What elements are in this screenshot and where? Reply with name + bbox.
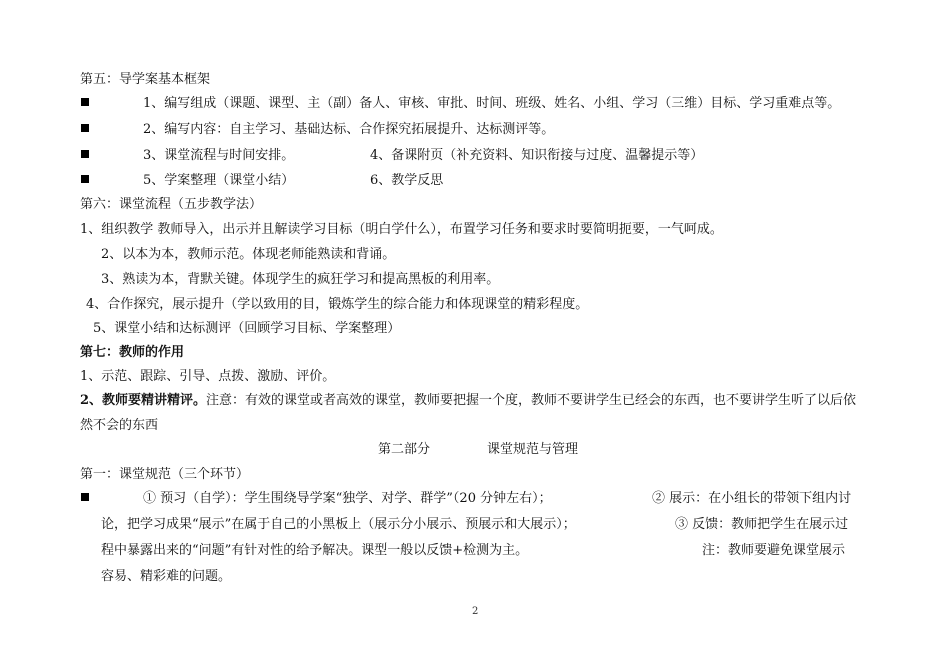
section1-line1a: ① 预习（自学）：学生围绕导学案“独学、对学、群学”（20 分钟左右）； xyxy=(143,491,552,506)
bullet-square-icon xyxy=(81,98,89,106)
section5-item2: 2、编写内容：自主学习、基础达标、合作探究拓展提升、达标测评等。 xyxy=(143,122,555,137)
section1-line2a: 论，把学习成果“展示”在属于自己的小黑板上（展示分小展示、预展示和大展示）； xyxy=(101,517,576,532)
section5-item4a: 5、学案整理（课堂小结） xyxy=(143,173,295,188)
part2-label: 第二部分 xyxy=(378,442,431,457)
section5-item3b: 4、备课附页（补充资料、知识衔接与过度、温馨提示等） xyxy=(370,148,704,163)
section1-line2b: ③ 反馈：教师把学生在展示过 xyxy=(675,517,849,532)
section1-line4: 容易、精彩难的问题。 xyxy=(101,569,232,584)
section6-step3: 3、熟读为本，背默关键。体现学生的疯狂学习和提高黑板的利用率。 xyxy=(101,272,500,287)
section5-item4b: 6、教学反思 xyxy=(370,173,444,188)
section7-heading: 第七：教师的作用 xyxy=(80,345,185,360)
section1-line3a: 程中暴露出来的“问题”有针对性的给予解决。课型一般以反馈+检测为主。 xyxy=(101,543,529,558)
section1-heading: 第一：课堂规范（三个环节） xyxy=(80,467,250,482)
section7-item1: 1、示范、跟踪、引导、点拨、激励、评价。 xyxy=(80,369,336,384)
section7-item2-rest: 注意：有效的课堂或者高效的课堂，教师要把握一个度，教师不要讲学生已经会的东西，也不要讲学生听了以后依 xyxy=(206,393,857,408)
section5-item1: 1、编写组成（课题、课型、主（副）备人、审核、审批、时间、班级、姓名、小组、学习（三维）目标、学习重难点等。 xyxy=(143,96,841,111)
section6-heading: 第六：课堂流程（五步教学法） xyxy=(80,197,263,212)
section6-step1: 1、组织教学 教师导入，出示并且解读学习目标（明白学什么），布置学习任务和要求时要简明扼要，一气呵成。 xyxy=(80,222,723,237)
bullet-square-icon xyxy=(81,493,89,501)
section7-item2-cont: 然不会的东西 xyxy=(80,418,159,433)
section6-step4: 4、合作探究，展示提升（学以致用的目，锻炼学生的综合能力和体现课堂的精彩程度。 xyxy=(86,297,589,312)
bullet-square-icon xyxy=(81,175,89,183)
page-number: 2 xyxy=(472,606,479,617)
bullet-square-icon xyxy=(81,124,89,132)
section7-item2 xyxy=(80,393,856,409)
bullet-square-icon xyxy=(81,150,89,158)
section6-step5: 5、课堂小结和达标测评（回顾学习目标、学案整理） xyxy=(93,321,401,336)
section1-line1b: ② 展示：在小组长的带领下组内讨 xyxy=(652,491,852,506)
part2-title: 课堂规范与管理 xyxy=(487,442,579,457)
section5-item3a: 3、课堂流程与时间安排。 xyxy=(143,148,295,163)
section1-line3b: 注：教师要避免课堂展示 xyxy=(702,543,846,558)
section6-step2: 2、以本为本，教师示范。体现老师能熟读和背诵。 xyxy=(101,247,396,262)
section7-item2-bold: 2、教师要精讲精评。 xyxy=(80,393,207,408)
section5-heading: 第五：导学案基本框架 xyxy=(80,72,211,87)
